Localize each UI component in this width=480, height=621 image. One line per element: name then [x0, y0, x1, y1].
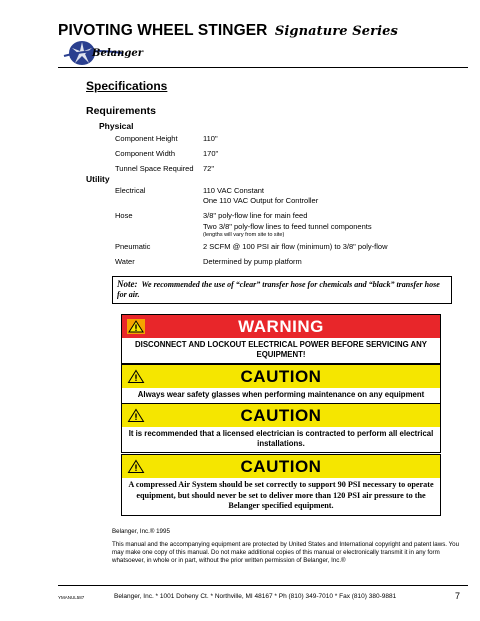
spec-value: 110": [203, 134, 218, 143]
note-label: Note:: [117, 279, 138, 289]
caution-message: A compressed Air System should be set correctly to support 90 PSI necessary to operate equipment, but should never be set to deliver more than 120 PSI air pressure to the Belanger specified equipment.: [128, 480, 434, 510]
physical-heading: Physical: [99, 121, 134, 131]
caution-banner: [122, 455, 440, 478]
hazard-icon: [127, 369, 145, 384]
caution-message: Always wear safety glasses when performing maintenance on any equipment: [137, 390, 425, 399]
spec-label: Tunnel Space Required: [115, 164, 194, 173]
warning-banner: [122, 315, 440, 338]
warning-message: DISCONNECT AND LOCKOUT ELECTRICAL POWER BEFORE SERVICING ANY EQUIPMENT!: [135, 340, 427, 359]
warning-box: [121, 314, 441, 364]
caution-box: [121, 403, 441, 453]
requirements-heading: Requirements: [86, 105, 157, 117]
spec-value: 170": [203, 149, 219, 158]
caution-word: CAUTION: [240, 366, 322, 386]
document-code: YMANUL587: [58, 595, 85, 600]
hazard-icon: [127, 319, 145, 334]
spec-label: Component Width: [115, 149, 176, 158]
caution-message: It is recommended that a licensed electrician is contracted to perform all electrical installations.: [128, 429, 434, 448]
note-text: We recommended the use of “clear” transfer hose for chemicals and “black” transfer hose for air.: [117, 280, 440, 299]
header-rule: [58, 67, 468, 68]
copyright-body: This manual and the accompanying equipment are protected by United States and International copyright and patent laws. You may make one copy of this manual. Do not make additional copies of this manual or electronically transmit it in any form whatsoever, in whole or in part, without the prior written permission of Belanger, Inc.®: [112, 541, 460, 564]
warning-word: WARNING: [238, 316, 324, 336]
spec-value: One 110 VAC Output for Controller: [203, 196, 319, 205]
spec-label: Pneumatic: [115, 242, 151, 251]
logo-text: Belanger: [92, 48, 143, 59]
note-box: [112, 276, 452, 304]
spec-value: 2 SCFM @ 100 PSI air flow (minimum) to 3/8" poly-flow: [203, 242, 388, 251]
company-address: Belanger, Inc. * 1001 Doheny Ct. * Northville, MI 48167 * Ph (810) 349-7010 * Fax (810) 380-9881: [114, 593, 397, 600]
caution-box: [121, 454, 441, 516]
product-name: PIVOTING WHEEL STINGER: [58, 22, 268, 39]
spec-note: (lengths will vary from site to site): [203, 232, 285, 238]
hazard-icon: [127, 408, 145, 423]
spec-label: Water: [115, 257, 135, 266]
spec-value: Determined by pump platform: [203, 257, 302, 266]
hazard-icon: [127, 459, 145, 474]
footer-rule: [58, 585, 468, 586]
spec-label: Electrical: [115, 186, 146, 195]
caution-banner: [122, 365, 440, 388]
series-name: Signature Series: [274, 24, 398, 39]
spec-label: Hose: [115, 211, 133, 220]
spec-value: 72": [203, 164, 215, 173]
document-title: [58, 22, 398, 40]
utility-heading: Utility: [86, 174, 110, 184]
caution-word: CAUTION: [240, 456, 322, 476]
spec-value: 110 VAC Constant: [203, 186, 265, 195]
caution-banner: [122, 404, 440, 427]
caution-word: CAUTION: [240, 405, 322, 425]
section-title: Specifications: [86, 79, 168, 93]
copyright-line: Belanger, Inc.® 1995: [112, 528, 170, 535]
spec-value: 3/8" poly-flow line for main feed: [203, 211, 308, 220]
belanger-logo: [62, 39, 143, 67]
caution-box: [121, 364, 441, 404]
spec-value: Two 3/8" poly-flow lines to feed tunnel components: [203, 222, 372, 231]
spec-label: Component Height: [115, 134, 178, 143]
page-number: 7: [455, 591, 461, 601]
